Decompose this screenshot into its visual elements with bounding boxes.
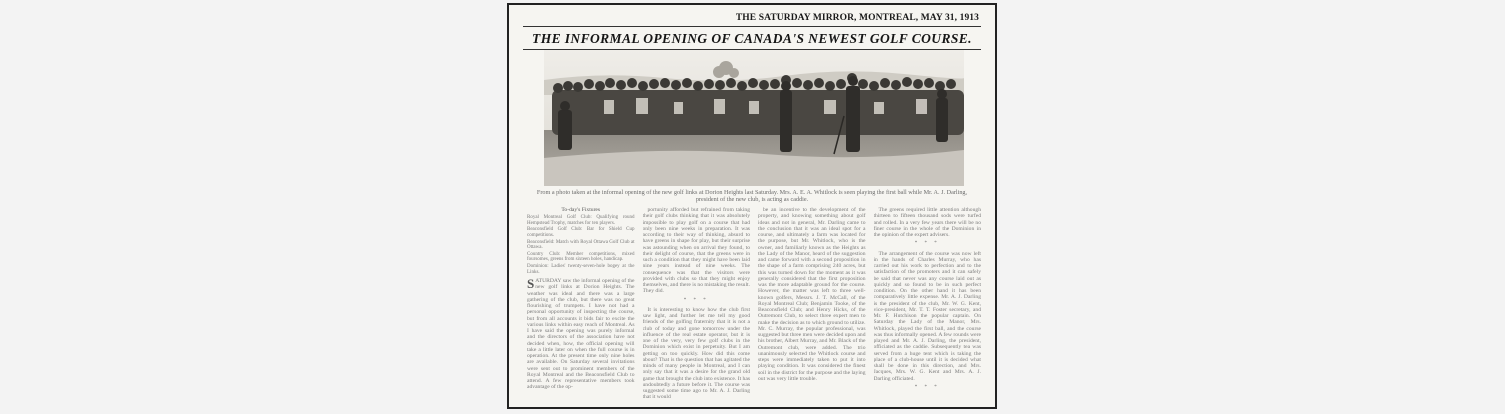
article-column-3 <box>758 207 866 405</box>
newspaper-page <box>507 3 997 409</box>
article-paragraph: The arrangement of the course was now left in the hands of Charles Murray, who has carried out his work to perfection and to the satisfaction of the promoters and it can safely be said that never was any course laid out as quickly and so found to be in such perfect condition. On the other hand it has been comparatively little expense. Mr. A. J. Darling is the president of the club, Mr. W. G. Kent, vice-president, Mr. T. T. Foster secretary, and Mr. F. Hutchison the popular captain. On Saturday the Lady of the Manor, Mrs. Whitlock, played the first ball, and the course was thus informally opened. A few rounds were played and Mr. A. J. Darling, the president, officiated as the caddie. Subsequently tea was served from a huge tent which is taking the place of a club-house until it is decided what shall be done in this direction, and Mrs. Jacques, Mrs. W. G. Kent and Mrs. A. J. Darling officiated. <box>873 250 981 382</box>
section-separator: * * * <box>914 241 940 247</box>
masthead: THE SATURDAY MIRROR, MONTREAL, MAY 31, 1913 <box>735 13 979 23</box>
article-column-1 <box>527 207 635 405</box>
article-paragraph: be an incentive to the development of the property, and knowing something about golf ideas and not in general, Mr. Darling came to the conclusion that it was an ideal spot for a course, and ultimately a farm was located for the purpose, but Mr. Whitlock, who is the owner, and familiarly known as the Heights as the Lady of the Manor, heard of the suggestion and came forward with a second proposition in the shape of a farm comprising 240 acres, but this was turned down for the moment as it was generally considered that the first proposition was the more adaptable ground for the course. However, the matter was left to three well-known golfers, Messrs. J. T. McCall, of the Royal Montreal Club; Benjamin Tooke, of the Beaconsfield Club; and Henry Hicks, of the Outremont Club, to select three expert men to make the decision as to which ground to utilize. Mr. C. Murray, the popular professional, was suggested but three men were decided upon and his brother, Albert Murray, and Mr. Black of the Outremont club, were added. The trio unanimously selected the Whitlock course and steps were immediately taken to put it into playing condition. It was considered the finest soil in the district for the purpose and the laying out was very little trouble. <box>758 207 866 382</box>
article-paragraph: portunity afforded but refrained from taking their golf clubs thinking that it was absolutely impossible to play golf on a course that had only been nine weeks in preparation. It was according to their way of thinking, absurd to have greens in shape for play, but their surprise was astounding when on arrival they found, to their delight of course, that the greens were in such a condition that they might have been laid nine years instead of nine weeks. The consequence was that the visitors were provided with clubs so that they might enjoy themselves, and there is no mistaking the result. They did. <box>642 207 750 295</box>
headline: THE INFORMAL OPENING OF CANADA'S NEWEST GOLF COURSE. <box>532 31 972 46</box>
fixture-item: Beaconsfield: Match with Royal Ottawa Golf Club at Ottawa. <box>527 239 635 251</box>
fixture-item: Beaconsfield Golf Club: Bar for Shield Cup competitions. <box>527 227 635 239</box>
drop-cap: S <box>527 276 535 292</box>
article-paragraph: The greens required little attention although thirteen to fifteen thousand sods were turfed and rolled. In a very few years there will be no finer course in the whole of the Dominion in the opinion of the expert advisers. <box>873 207 981 238</box>
photo-illustration <box>544 50 964 186</box>
fixture-item: Dominion: Ladies' twenty-seven-hole bogey at the Links. <box>527 264 635 275</box>
fixtures-title: To-day's Fixtures <box>561 207 601 213</box>
section-separator: * * * <box>914 384 940 390</box>
article-column-4 <box>874 207 982 405</box>
masthead-rule <box>523 26 981 27</box>
section-separator: * * * <box>683 297 709 303</box>
article-lead-text: ATURDAY saw the informal opening of the new golf links at Dorion Heights. The weather was ideal and there was a large gathering of the club, but there was no great flourishing of trumpets. I have not had a personal opportunity of inspecting the course, but from all accounts it bids fair to excite the various links within easy reach of Montreal. As I have said the opening was purely informal and the directors of the association have not decided when, how, the official opening will take a little later on when the full course is in operation. At the present time only nine holes are available. On Saturday several invitations were sent out to prominent members of the Royal Montreal and the Beaconsfield Club to attend. A few representative members took advantage of the op- <box>527 278 635 391</box>
article-paragraph <box>527 278 635 391</box>
photo-caption: From a photo taken at the informal opening of the new golf links at Dorion Heights last Saturday. Mrs. A. E. A. Whitlock is seen playing the first ball while Mr. A. J. Darling, president of the new club, is acting as caddie. <box>536 189 968 203</box>
article-paragraph: It is interesting to know how the club first saw light, and further let me tell my good friends of the golfing fraternity that it is not a club of today and gone tomorrow under the influence of the real estate operator, but it is one of the very, very few golf clubs in the Dominion which exist in perpetuity. But I am getting on too quickly. How did this come about? That is the question that has agitated the minds of many people in Montreal, and I can only say that it was a desire for the grand old game that brought the club into existence. It has undoubtedly a future before it. The course was suggested some time ago to Mr. A. J. Darling that it would <box>642 306 750 401</box>
article-column-2 <box>643 207 751 405</box>
fixture-item: Royal Montreal Golf Club: Qualifying round Hempstead Trophy, matches for ten players. <box>527 215 635 226</box>
article-body <box>527 207 981 405</box>
group-photograph <box>544 50 964 186</box>
fixture-item: Country Club: Member competitions, mixed foursomes, greens from sixteen holes, handicap. <box>527 251 635 263</box>
